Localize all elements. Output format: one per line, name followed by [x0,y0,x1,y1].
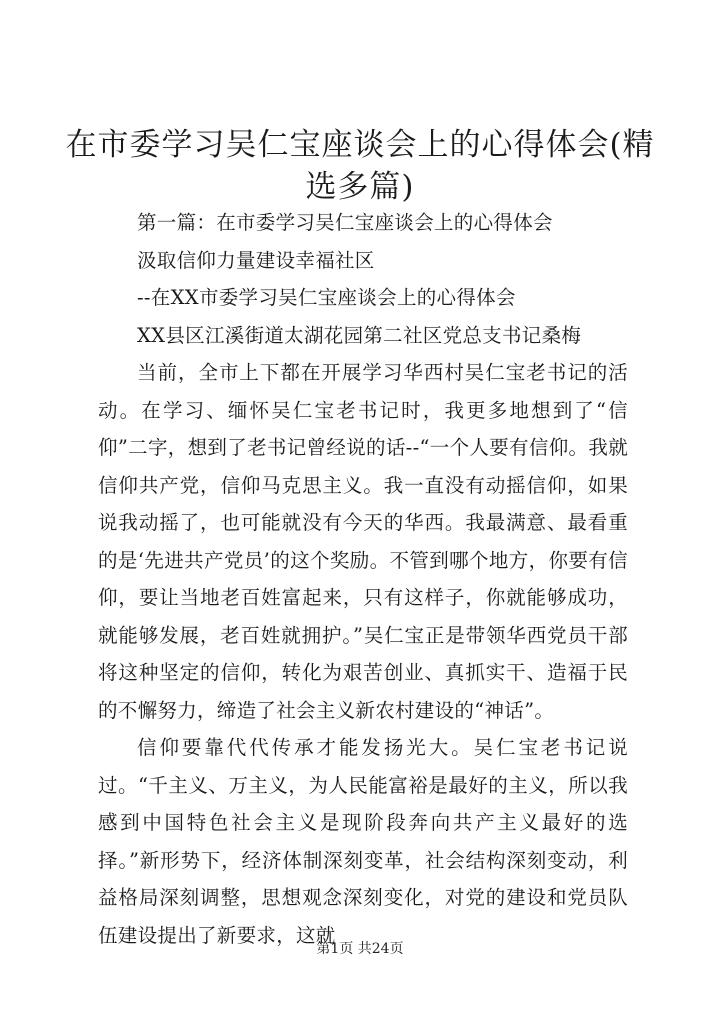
page-footer: 第1页 共24页 [316,941,404,957]
paragraph-2: 信仰要靠代代传承才能发扬光大。吴仁宝老书记说过。“千主义、万主义，为人民能富裕是最好的主义，所以我感到中国特色社会主义是现阶段奔向共产主义最好的选择。”新形势下，经济体制深刻变革，社会结构深刻变动，利益格局深刻调整，思想观念深刻变化，对党的建设和党员队伍建设提出了新要求，这就 [98,736,628,947]
heading-line-2: 汲取信仰力量建设幸福社区 [137,248,375,272]
document-body [98,204,628,954]
paragraph-1: 当前，全市上下都在开展学习华西村吴仁宝老书记的活动。在学习、缅怀吴仁宝老书记时，我更多地想到了“信仰”二字，想到了老书记曾经说的话--“一个人要有信仰。我就信仰共产党，信仰马克思主义。我一直没有动摇信仰，如果说我动摇了，也可能就没有今天的华西。我最满意、最看重的是‘先进共产党员’的这个奖励。不管到哪个地方，你要有信仰，要让当地老百姓富起来，只有这样子，你就能够成功，就能够发展，老百姓就拥护。”吴仁宝正是带领华西党员干部将这种坚定的信仰，转化为艰苦创业、真抓实干、造福于民的不懈努力，缔造了社会主义新农村建设的“神话”。 [98,361,628,722]
heading-line-4: XX县区江溪街道太湖花园第二社区党总支书记桑梅 [137,323,582,347]
document-title: 在市委学习吴仁宝座谈会上的心得体会(精选多篇) [65,127,655,205]
heading-line-3: --在XX市委学习吴仁宝座谈会上的心得体会 [137,286,516,309]
heading-line-1: 第一篇：在市委学习吴仁宝座谈会上的心得体会 [137,211,553,234]
